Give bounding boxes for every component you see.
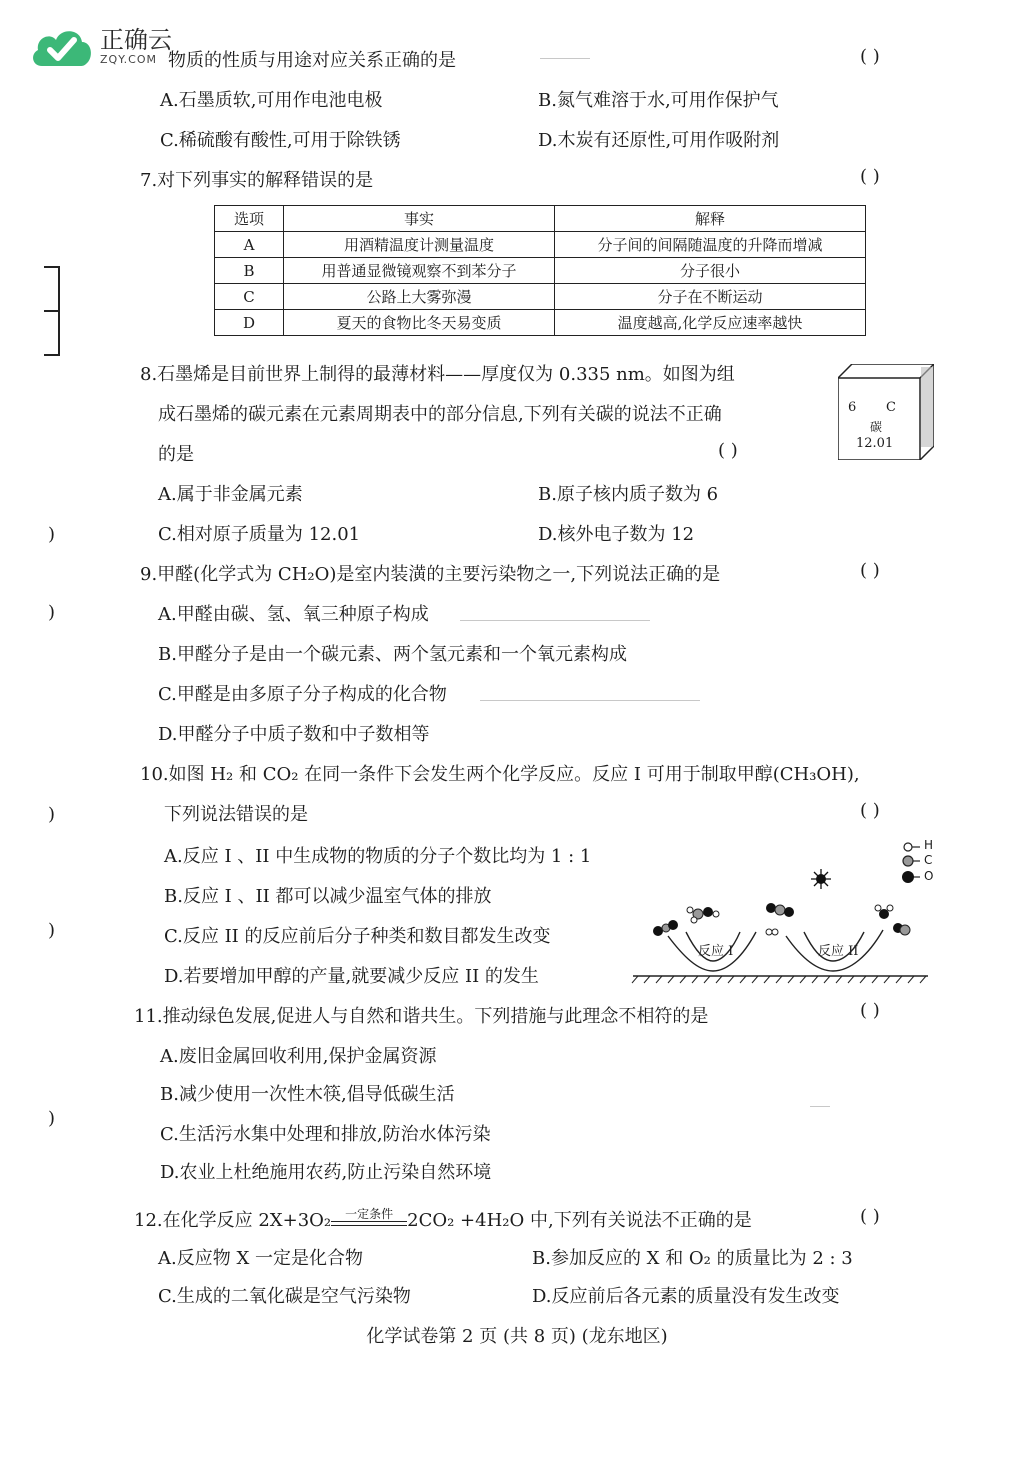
q9-option-a: A.甲醛由碳、氢、氧三种原子构成: [158, 604, 429, 625]
margin-paren: ): [48, 804, 56, 825]
q12-stem: [134, 1206, 752, 1232]
cloud-check-icon: [28, 22, 94, 70]
table-row: [215, 258, 866, 284]
reaction-1-label: 反应 I: [698, 944, 734, 959]
q11-option-b: B.减少使用一次性木筷,倡导低碳生活: [160, 1084, 455, 1105]
margin-paren: ): [48, 920, 56, 941]
scan-artifact: [540, 58, 590, 59]
table-cell: 分子在不断运动: [555, 284, 866, 310]
q8-option-d: D.核外电子数为 12: [538, 524, 695, 545]
margin-paren: ): [48, 1108, 56, 1129]
logo-name: 正确云: [100, 25, 172, 54]
table-cell: A: [215, 232, 284, 258]
scan-artifact: [480, 700, 700, 701]
q9-option-d: D.甲醛分子中质子数和中子数相等: [158, 724, 430, 745]
q12-condition: 一定条件: [345, 1207, 394, 1221]
q11-option-a: A.废旧金属回收利用,保护金属资源: [160, 1046, 437, 1067]
reaction-2-label: 反应 II: [818, 944, 859, 959]
q8-paren: ( ): [718, 440, 738, 461]
legend-h-icon: [904, 843, 920, 851]
margin-paren: ): [48, 602, 56, 623]
logo-domain: ZQY.COM: [100, 52, 158, 66]
table-header: 事实: [284, 206, 555, 232]
q12-option-c: C.生成的二氧化碳是空气污染物: [158, 1286, 411, 1307]
co-product-molecule-icon: [893, 923, 910, 935]
q10-option-c: C.反应 II 的反应前后分子种类和数目都发生改变: [164, 926, 551, 947]
q10-option-a: A.反应 I 、II 中生成物的物质的分子个数比均为 1 : 1: [164, 846, 592, 867]
q12-stem-pre: 12.在化学反应 2X+3O₂: [134, 1210, 332, 1231]
q10-option-b: B.反应 I 、II 都可以减少温室气体的排放: [164, 886, 492, 907]
q9-paren: ( ): [860, 560, 880, 581]
q6-option-c: C.稀硫酸有酸性,可用于除铁锈: [160, 130, 401, 151]
q12-option-b: B.参加反应的 X 和 O₂ 的质量比为 2 : 3: [532, 1248, 853, 1269]
sun-icon: [811, 869, 831, 889]
q12-stem-post: 2CO₂ +4H₂O 中,下列有关说法不正确的是: [407, 1210, 752, 1231]
table-header-row: [215, 206, 866, 232]
margin-bracket: [44, 266, 60, 312]
q9-option-c: C.甲醛是由多原子分子构成的化合物: [158, 684, 447, 705]
q8-option-b: B.原子核内质子数为 6: [538, 484, 719, 505]
h2-molecule-icon: [766, 929, 778, 935]
q8-stem-line2: 成石墨烯的碳元素在元素周期表中的部分信息,下列有关碳的说法不正确: [158, 404, 722, 425]
element-name: 碳: [870, 420, 883, 434]
table-cell: C: [215, 284, 284, 310]
table-cell: B: [215, 258, 284, 284]
legend-o-label: O: [924, 869, 934, 883]
table-header: 解释: [555, 206, 866, 232]
q11-option-c: C.生活污水集中处理和排放,防治水体污染: [160, 1124, 491, 1145]
page-footer: 化学试卷第 2 页 (共 8 页) (龙东地区): [366, 1326, 668, 1347]
methanol-molecule-icon: [687, 907, 719, 923]
q10-option-d: D.若要增加甲醇的产量,就要减少反应 II 的发生: [164, 966, 539, 987]
q6-paren: ( ): [860, 46, 880, 67]
table-cell: 用酒精温度计测量温度: [284, 232, 555, 258]
table-row: [215, 284, 866, 310]
element-number: 6: [848, 400, 857, 415]
q8-option-c: C.相对原子质量为 12.01: [158, 524, 361, 545]
legend-o-icon: [902, 871, 920, 883]
legend-c-icon: [903, 856, 920, 866]
q7-table: [214, 205, 866, 336]
table-cell: 分子间的间隔随温度的升降而增减: [555, 232, 866, 258]
q7-paren: ( ): [860, 166, 880, 187]
q7-stem: 7.对下列事实的解释错误的是: [140, 170, 374, 191]
table-cell: 公路上大雾弥漫: [284, 284, 555, 310]
q12-option-d: D.反应前后各元素的质量没有发生改变: [532, 1286, 840, 1307]
table-cell: 夏天的食物比冬天易变质: [284, 310, 555, 336]
q11-option-d: D.农业上杜绝施用农药,防止污染自然环境: [160, 1162, 492, 1183]
margin-paren: ): [48, 524, 56, 545]
q11-stem: 11.推动绿色发展,促进人与自然和谐共生。下列措施与此理念不相符的是: [134, 1006, 709, 1027]
legend-h-label: H: [924, 838, 934, 852]
q12-paren: ( ): [860, 1206, 880, 1227]
table-cell: 用普通显微镜观察不到苯分子: [284, 258, 555, 284]
q9-stem: 9.甲醛(化学式为 CH₂O)是室内装潢的主要污染物之一,下列说法正确的是: [140, 564, 721, 585]
co-molecule-icon: [766, 903, 794, 917]
q12-option-a: A.反应物 X 一定是化合物: [158, 1248, 363, 1269]
q8-option-a: A.属于非金属元素: [158, 484, 303, 505]
q11-paren: ( ): [860, 1000, 880, 1021]
q12-arrow: [331, 1207, 407, 1226]
margin-bracket: [44, 310, 60, 356]
q10-stem-line1: 10.如图 H₂ 和 CO₂ 在同一条件下会发生两个化学反应。反应 I 可用于制取甲醇(CH₃OH),: [140, 764, 860, 785]
q10-paren: ( ): [860, 800, 880, 821]
q10-stem-line2: 下列说法错误的是: [164, 804, 308, 825]
scan-artifact: [810, 1106, 830, 1107]
water-molecule-icon: [875, 905, 893, 919]
table-header: 选项: [215, 206, 284, 232]
q9-option-b: B.甲醛分子是由一个碳元素、两个氢元素和一个氧元素构成: [158, 644, 627, 665]
logo: [28, 22, 172, 70]
legend-c-label: C: [924, 853, 933, 867]
table-cell: 分子很小: [555, 258, 866, 284]
reaction-diagram: [628, 836, 938, 986]
q6-option-b: B.氮气难溶于水,可用作保护气: [538, 90, 779, 111]
element-symbol: C: [886, 400, 896, 415]
table-cell: D: [215, 310, 284, 336]
q8-stem-line3: 的是: [158, 444, 194, 465]
table-row: [215, 232, 866, 258]
element-mass: 12.01: [856, 436, 894, 451]
q6-option-d: D.木炭有还原性,可用作吸附剂: [538, 130, 780, 151]
q8-stem-line1: 8.石墨烯是目前世界上制得的最薄材料——厚度仅为 0.335 nm。如图为组: [140, 364, 735, 385]
table-row: [215, 310, 866, 336]
q6-option-a: A.石墨质软,可用作电池电极: [160, 90, 383, 111]
q6-stem: 物质的性质与用途对应关系正确的是: [168, 50, 456, 71]
table-cell: 温度越高,化学反应速率越快: [555, 310, 866, 336]
element-card: [838, 364, 934, 460]
reaction-diagram-graphic: [628, 836, 938, 986]
scan-artifact: [460, 620, 650, 621]
co2-molecule-icon: [653, 920, 678, 936]
